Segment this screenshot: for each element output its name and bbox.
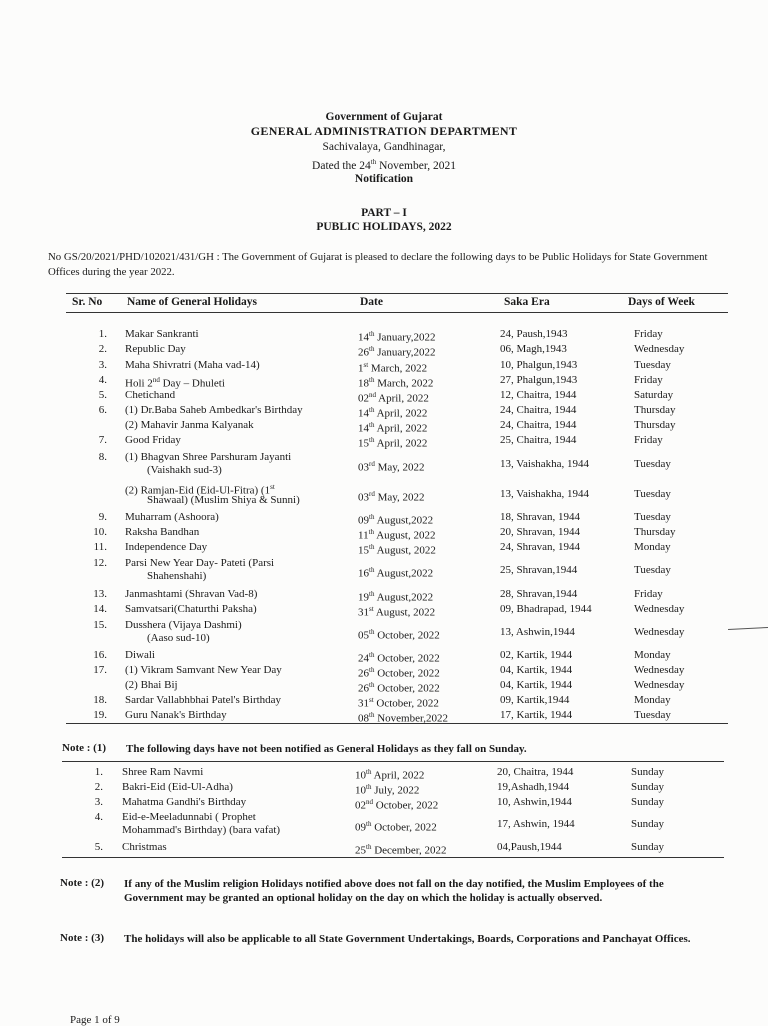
holiday-day-of-week: Saturday <box>634 389 674 401</box>
holiday-date: 26th October, 2022 <box>358 666 440 680</box>
sunday-holiday-date: 25th December, 2022 <box>355 843 447 857</box>
sunday-holiday-day-of-week: Sunday <box>631 766 664 778</box>
holiday-holiday-name: Muharram (Ashoora) <box>125 511 219 523</box>
holiday-saka-era: 20, Shravan, 1944 <box>500 526 581 538</box>
holiday-day-of-week: Friday <box>634 588 663 600</box>
note2-text: If any of the Muslim religion Holidays notified above does not fall on the day notified, the Muslim Employees of the Government may be granted an optional holiday on the day on which the holiday is actually observed. <box>124 878 664 904</box>
note1-label: Note : (1) <box>62 742 106 754</box>
holiday-saka-era: 13, Vaishakha, 1944 <box>500 458 590 470</box>
holiday-date: 14th April, 2022 <box>358 421 428 435</box>
holiday-day-of-week: Wednesday <box>634 343 685 355</box>
header-day-of-week: Days of Week <box>628 296 695 308</box>
note3-text: The holidays will also be applicable to all State Government Undertakings, Boards, Corporations and Panchayat Offices. <box>124 933 691 945</box>
holiday-saka-era: 04, Kartik, 1944 <box>500 664 573 676</box>
holiday-date: 15th April, 2022 <box>358 436 428 450</box>
holiday-date: 16th August,2022 <box>358 566 434 580</box>
holiday-holiday-name: Independence Day <box>125 541 208 553</box>
holiday-serial: 3. <box>98 359 107 371</box>
holiday-holiday-name: Makar Sankranti <box>125 328 199 340</box>
holiday-date: 14th April, 2022 <box>358 406 428 420</box>
holiday-serial: 2. <box>98 343 107 355</box>
sunday-holiday-holiday-name: Bakri-Eid (Eid-Ul-Adha) <box>122 781 233 793</box>
holiday-saka-era: 17, Kartik, 1944 <box>500 709 573 721</box>
holiday-saka-era: 12, Chaitra, 1944 <box>500 389 577 401</box>
holiday-holiday-name: (2) Ramjan-Eid (Eid-Ul-Fitra) (1st <box>125 483 275 497</box>
intro-paragraph: No GS/20/2021/PHD/102021/431/GH : The Government of Gujarat is pleased to declare the following days to be Public Holidays for State Government Offices during the year 2022. <box>48 251 708 278</box>
holiday-date: 11th August, 2022 <box>358 528 436 542</box>
sunday-holiday-day-of-week: Sunday <box>631 781 664 793</box>
sunday-holiday-serial: 5. <box>94 841 103 853</box>
government-name: Government of Gujarat <box>325 111 443 123</box>
sunday-holiday-serial: 2. <box>94 781 103 793</box>
holiday-saka-era: 10, Phalgun,1943 <box>500 359 578 371</box>
holiday-day-of-week: Wednesday <box>634 603 685 615</box>
header-saka-era: Saka Era <box>504 296 550 308</box>
sunday-holiday-day-of-week: Sunday <box>631 818 664 830</box>
table-header-rule <box>66 312 728 313</box>
holiday-holiday-name: Chetichand <box>125 389 176 401</box>
holiday-holiday-name: Guru Nanak's Birthday <box>125 709 227 721</box>
holiday-holiday-name: Republic Day <box>125 343 186 355</box>
holiday-day-of-week: Friday <box>634 328 663 340</box>
holiday-serial: 13. <box>93 588 107 600</box>
holiday-date: 24th October, 2022 <box>358 651 440 665</box>
holiday-serial: 6. <box>98 404 107 416</box>
holiday-date: 26th January,2022 <box>358 345 436 359</box>
note1-text: The following days have not been notified as General Holidays as they fall on Sunday. <box>126 743 527 755</box>
holiday-holiday-name: Diwali <box>125 649 155 661</box>
holiday-serial: 12. <box>93 557 107 569</box>
holiday-day-of-week: Thursday <box>634 404 676 416</box>
sunday-holiday-date: 02nd October, 2022 <box>355 798 439 812</box>
holiday-day-of-week: Wednesday <box>634 626 685 638</box>
holiday-date: 05th October, 2022 <box>358 628 440 642</box>
holiday-holiday-name: Sardar Vallabhbhai Patel's Birthday <box>125 694 282 706</box>
header-date: Date <box>360 296 383 308</box>
header-sr-no: Sr. No <box>72 296 103 308</box>
sunday-holiday-serial: 1. <box>94 766 103 778</box>
holiday-saka-era: 27, Phalgun,1943 <box>500 374 578 386</box>
sunday-holiday-holiday-name: Shree Ram Navmi <box>122 766 204 778</box>
holiday-saka-era: 06, Magh,1943 <box>500 343 567 355</box>
table-bottom-rule <box>66 723 728 724</box>
sunday-holiday-serial: 3. <box>94 796 103 808</box>
holiday-date: 18th March, 2022 <box>358 376 434 390</box>
sunday-holiday-day-of-week: Sunday <box>631 796 664 808</box>
holiday-serial: 10. <box>93 526 107 538</box>
holiday-serial: 8. <box>98 451 107 463</box>
holiday-serial: 19. <box>93 709 107 721</box>
margin-pen-mark <box>728 627 768 630</box>
holiday-holiday-name-cont: Shahenshahi) <box>147 570 207 582</box>
holiday-saka-era: 04, Kartik, 1944 <box>500 679 573 691</box>
holiday-date: 15th August, 2022 <box>358 543 436 557</box>
holiday-serial: 18. <box>93 694 107 706</box>
table-top-rule <box>66 293 728 294</box>
holiday-serial: 9. <box>98 511 107 523</box>
sunday-holiday-saka-era: 19,Ashadh,1944 <box>497 781 570 793</box>
holiday-day-of-week: Monday <box>634 541 671 553</box>
holiday-day-of-week: Tuesday <box>634 564 671 576</box>
holiday-holiday-name: Parsi New Year Day- Pateti (Parsi <box>125 557 275 569</box>
holiday-holiday-name-cont: (Vaishakh sud-3) <box>147 464 222 476</box>
holiday-serial: 4. <box>98 374 107 386</box>
header-holiday-name: Name of General Holidays <box>127 296 257 308</box>
holiday-day-of-week: Tuesday <box>634 709 671 721</box>
holiday-date: 09th August,2022 <box>358 513 434 527</box>
holiday-day-of-week: Tuesday <box>634 511 671 523</box>
sunday-holiday-date: 10th July, 2022 <box>355 783 420 797</box>
holiday-serial: 1. <box>98 328 107 340</box>
holiday-saka-era: 02, Kartik, 1944 <box>500 649 573 661</box>
holiday-day-of-week: Thursday <box>634 419 676 431</box>
sunday-holiday-date: 10th April, 2022 <box>355 768 425 782</box>
note1-bottom-rule <box>62 857 724 858</box>
holiday-holiday-name: Dusshera (Vijaya Dashmi) <box>125 619 242 631</box>
holiday-date: 14th January,2022 <box>358 330 436 344</box>
holiday-serial: 14. <box>93 603 107 615</box>
holiday-saka-era: 25, Shravan,1944 <box>500 564 578 576</box>
holiday-saka-era: 24, Shravan, 1944 <box>500 541 581 553</box>
page-number: Page 1 of 9 <box>70 1014 120 1026</box>
document-title: PUBLIC HOLIDAYS, 2022 <box>316 221 452 233</box>
holiday-holiday-name: Good Friday <box>125 434 181 446</box>
holiday-holiday-name: (1) Bhagvan Shree Parshuram Jayanti <box>125 451 292 463</box>
holiday-date: 1st March, 2022 <box>358 361 428 375</box>
holiday-day-of-week: Tuesday <box>634 458 671 470</box>
holiday-saka-era: 09, Bhadrapad, 1944 <box>500 603 592 615</box>
holiday-holiday-name: (1) Vikram Samvant New Year Day <box>125 664 282 676</box>
sunday-holiday-day-of-week: Sunday <box>631 841 664 853</box>
department-name: GENERAL ADMINISTRATION DEPARTMENT <box>250 124 518 138</box>
holiday-holiday-name: Janmashtami (Shravan Vad-8) <box>125 588 258 600</box>
holiday-date: 08th November,2022 <box>358 711 448 725</box>
holiday-holiday-name: (2) Bhai Bij <box>125 679 178 691</box>
holiday-saka-era: 09, Kartik,1944 <box>500 694 570 706</box>
holiday-saka-era: 13, Ashwin,1944 <box>500 626 575 638</box>
holiday-serial: 15. <box>93 619 107 631</box>
holiday-holiday-name: (2) Mahavir Janma Kalyanak <box>125 419 254 431</box>
holiday-serial: 11. <box>93 541 107 553</box>
holiday-holiday-name: Holi 2nd Day – Dhuleti <box>125 376 225 390</box>
holiday-serial: 7. <box>98 434 107 446</box>
holiday-day-of-week: Monday <box>634 694 671 706</box>
sunday-holiday-holiday-name: Christmas <box>122 841 167 853</box>
address: Sachivalaya, Gandhinagar, <box>322 141 446 153</box>
sunday-holiday-saka-era: 17, Ashwin, 1944 <box>497 818 575 830</box>
holiday-holiday-name: Samvatsari(Chaturthi Paksha) <box>125 603 257 615</box>
holiday-date: 19th August,2022 <box>358 590 434 604</box>
holiday-serial: 5. <box>98 389 107 401</box>
holiday-serial: 17. <box>93 664 107 676</box>
holiday-saka-era: 25, Chaitra, 1944 <box>500 434 577 446</box>
holiday-saka-era: 24, Chaitra, 1944 <box>500 404 577 416</box>
holiday-saka-era: 18, Shravan, 1944 <box>500 511 581 523</box>
sunday-holiday-holiday-name-cont: Mohammad's Birthday) (bara vafat) <box>122 824 281 836</box>
sunday-holiday-saka-era: 04,Paush,1944 <box>497 841 562 853</box>
holiday-date: 03rd May, 2022 <box>358 490 425 504</box>
holiday-saka-era: 24, Paush,1943 <box>500 328 568 340</box>
holiday-day-of-week: Tuesday <box>634 359 671 371</box>
holiday-date: 03rd May, 2022 <box>358 460 425 474</box>
dated-line: Dated the 24th November, 2021 <box>312 158 456 172</box>
sunday-holiday-date: 09th October, 2022 <box>355 820 437 834</box>
holiday-date: 02nd April, 2022 <box>358 391 429 405</box>
holiday-day-of-week: Thursday <box>634 526 676 538</box>
part-label: PART – I <box>361 207 407 219</box>
note2-label: Note : (2) <box>60 877 104 889</box>
holiday-holiday-name: (1) Dr.Baba Saheb Ambedkar's Birthday <box>125 404 303 416</box>
sunday-holiday-serial: 4. <box>94 811 103 823</box>
holiday-holiday-name-cont: Shawaal) (Muslim Shiya & Sunni) <box>147 494 300 506</box>
sunday-holiday-saka-era: 20, Chaitra, 1944 <box>497 766 574 778</box>
holiday-saka-era: 28, Shravan,1944 <box>500 588 578 600</box>
holiday-saka-era: 24, Chaitra, 1944 <box>500 419 577 431</box>
holiday-day-of-week: Wednesday <box>634 679 685 691</box>
holiday-holiday-name-cont: (Aaso sud-10) <box>147 632 210 644</box>
note3-label: Note : (3) <box>60 932 104 944</box>
holiday-day-of-week: Wednesday <box>634 664 685 676</box>
holiday-day-of-week: Friday <box>634 374 663 386</box>
holiday-holiday-name: Raksha Bandhan <box>125 526 200 538</box>
holiday-date: 31st October, 2022 <box>358 696 439 710</box>
sunday-holiday-holiday-name: Eid-e-Meeladunnabi ( Prophet <box>122 811 256 823</box>
holiday-serial: 16. <box>93 649 107 661</box>
holiday-saka-era: 13, Vaishakha, 1944 <box>500 488 590 500</box>
notification-label: Notification <box>354 173 414 185</box>
sunday-holiday-saka-era: 10, Ashwin,1944 <box>497 796 572 808</box>
holiday-holiday-name: Maha Shivratri (Maha vad-14) <box>125 359 260 371</box>
note1-top-rule <box>62 761 724 762</box>
holiday-day-of-week: Friday <box>634 434 663 446</box>
sunday-holiday-holiday-name: Mahatma Gandhi's Birthday <box>122 796 247 808</box>
holiday-day-of-week: Monday <box>634 649 671 661</box>
holiday-day-of-week: Tuesday <box>634 488 671 500</box>
holiday-date: 31st August, 2022 <box>358 605 436 619</box>
holiday-date: 26th October, 2022 <box>358 681 440 695</box>
